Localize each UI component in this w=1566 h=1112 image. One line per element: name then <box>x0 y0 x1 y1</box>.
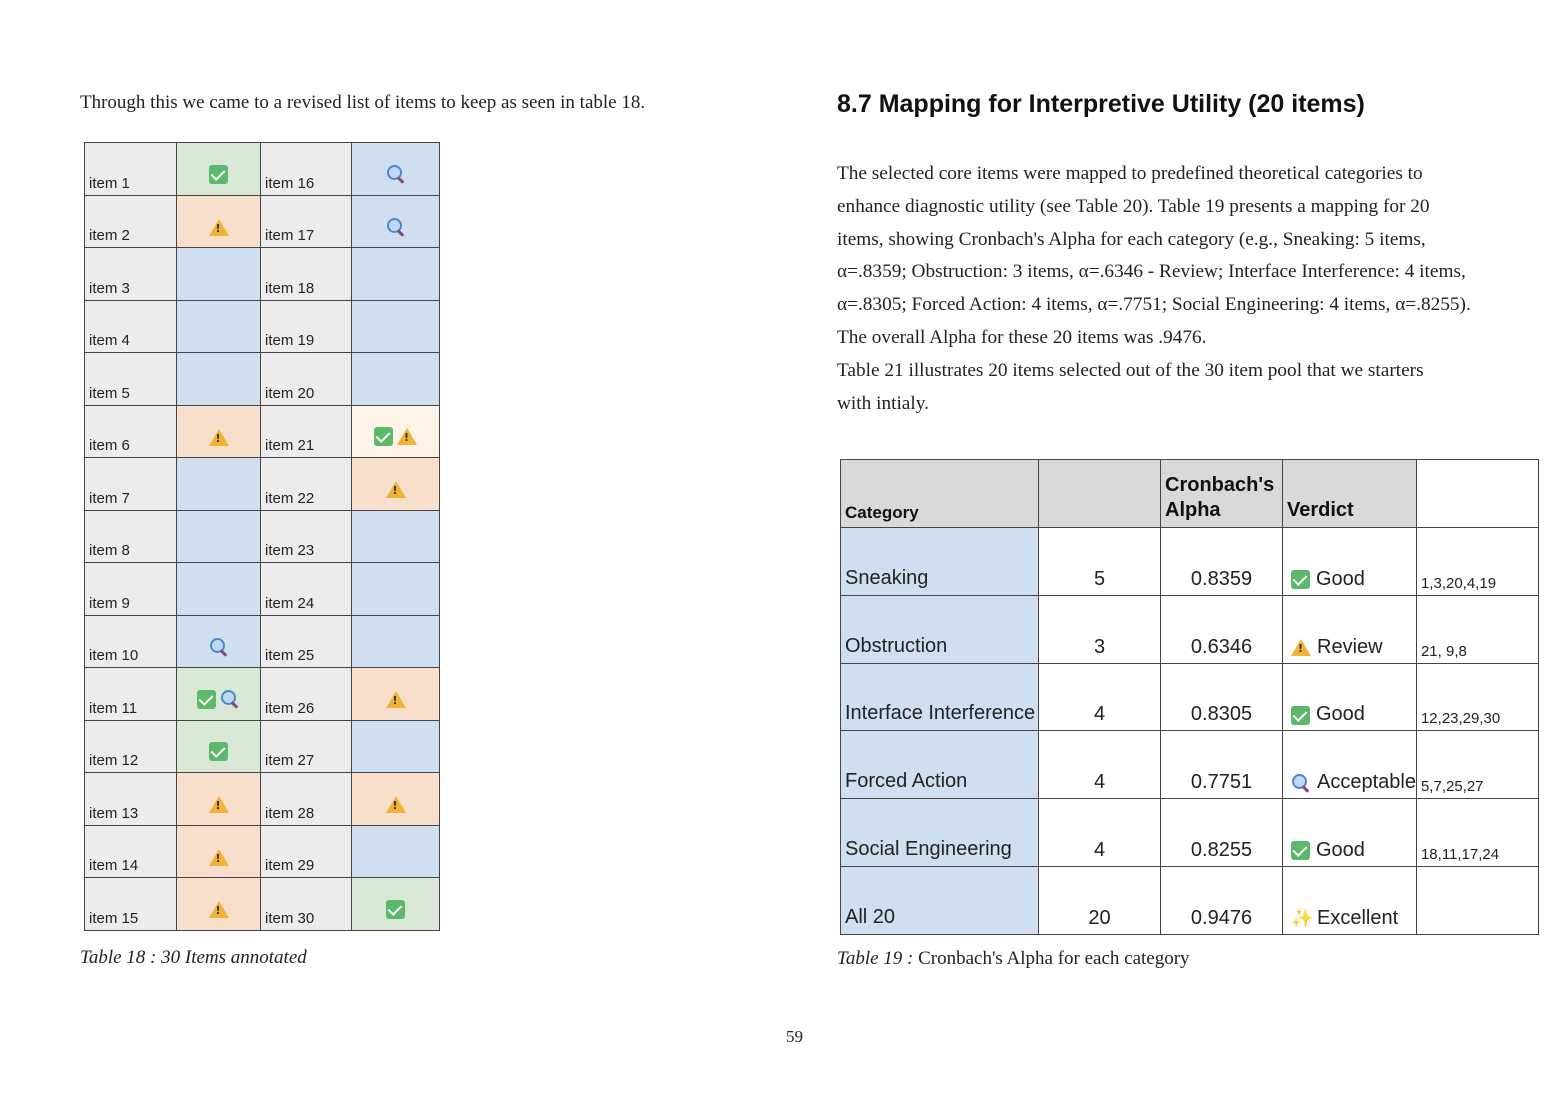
alpha-cell: 0.9476 <box>1161 866 1283 934</box>
item-status-cell <box>177 143 261 196</box>
cronbach-table <box>840 459 1539 935</box>
item-status-cell <box>352 563 440 616</box>
count-cell: 4 <box>1039 663 1161 731</box>
item-label: item 7 <box>85 458 177 511</box>
page-number: 59 <box>786 1027 803 1046</box>
item-status-cell <box>177 825 261 878</box>
item-label: item 8 <box>85 510 177 563</box>
items-annotation-table <box>84 142 440 931</box>
magnifier-icon <box>209 637 229 657</box>
magnifier-icon <box>220 689 240 709</box>
table-row <box>85 143 440 196</box>
item-label: item 23 <box>261 510 352 563</box>
count-cell: 4 <box>1039 731 1161 799</box>
item-label: item 22 <box>261 458 352 511</box>
paragraph-line: items, showing Cronbach's Alpha for each category (e.g., Sneaking: 5 items, <box>837 228 1426 250</box>
count-cell: 20 <box>1039 866 1161 934</box>
intro-text: Through this we came to a revised list of items to keep as seen in table 18. <box>80 92 646 113</box>
category-cell: Social Engineering <box>841 799 1039 867</box>
verdict-label: Excellent <box>1317 906 1399 929</box>
item-status-cell <box>177 510 261 563</box>
item-status-cell <box>352 720 440 773</box>
table-row <box>85 615 440 668</box>
table-19-caption-label: Table 19 : <box>837 948 914 969</box>
table-row <box>841 731 1539 799</box>
item-status-cell <box>177 458 261 511</box>
warning-icon <box>209 796 229 813</box>
item-label: item 16 <box>261 143 352 196</box>
item-status-cell <box>177 248 261 301</box>
item-label: item 24 <box>261 563 352 616</box>
verdict-label: Review <box>1317 635 1383 658</box>
item-status-cell <box>177 615 261 668</box>
verdict-cell <box>1283 663 1417 731</box>
paragraph-line: α=.8359; Obstruction: 3 items, α=.6346 - Review; Interface Interference: 4 items, <box>837 261 1466 283</box>
item-label: item 15 <box>85 878 177 931</box>
item-status-cell <box>177 878 261 931</box>
verdict-cell <box>1283 731 1417 799</box>
item-label: item 2 <box>85 195 177 248</box>
section-heading: 8.7 Mapping for Interpretive Utility (20 items) <box>837 90 1365 118</box>
check-icon <box>1291 706 1310 725</box>
item-label: item 27 <box>261 720 352 773</box>
item-status-cell <box>352 353 440 406</box>
item-label: item 10 <box>85 615 177 668</box>
item-label: item 28 <box>261 773 352 826</box>
item-label: item 17 <box>261 195 352 248</box>
table-row <box>841 866 1539 934</box>
warning-icon <box>1291 639 1311 656</box>
item-label: item 14 <box>85 825 177 878</box>
warning-icon <box>386 481 406 498</box>
item-status-cell <box>352 300 440 353</box>
paragraph-line: α=.8305; Forced Action: 4 items, α=.7751; Social Engineering: 4 items, α=.8255). <box>837 294 1471 316</box>
warning-icon <box>209 219 229 236</box>
magnifier-icon <box>1291 773 1311 793</box>
warning-icon <box>386 691 406 708</box>
table-row <box>85 563 440 616</box>
item-status-cell <box>352 878 440 931</box>
item-label: item 9 <box>85 563 177 616</box>
table-row <box>85 353 440 406</box>
sparkles-icon: ✨ <box>1291 907 1314 929</box>
paragraph-line: The selected core items were mapped to predefined theoretical categories to <box>837 163 1423 184</box>
item-label: item 20 <box>261 353 352 406</box>
alpha-cell: 0.6346 <box>1161 595 1283 663</box>
item-label: item 18 <box>261 248 352 301</box>
category-cell: Obstruction <box>841 595 1039 663</box>
check-icon <box>209 165 228 184</box>
item-label: item 5 <box>85 353 177 406</box>
item-label: item 12 <box>85 720 177 773</box>
item-label: item 3 <box>85 248 177 301</box>
table-row <box>841 799 1539 867</box>
item-status-cell <box>177 353 261 406</box>
item-status-cell <box>352 773 440 826</box>
table-row <box>85 195 440 248</box>
item-status-cell <box>177 300 261 353</box>
table-row <box>85 825 440 878</box>
items-cell: 1,3,20,4,19 <box>1416 528 1538 596</box>
verdict-label: Acceptable <box>1317 771 1416 794</box>
item-label: item 25 <box>261 615 352 668</box>
item-label: item 1 <box>85 143 177 196</box>
warning-icon <box>397 428 417 445</box>
alpha-cell: 0.7751 <box>1161 731 1283 799</box>
check-icon <box>197 690 216 709</box>
check-icon <box>1291 841 1310 860</box>
item-status-cell <box>177 668 261 721</box>
verdict-label: Good <box>1316 703 1365 726</box>
verdict-cell <box>1283 866 1417 934</box>
item-status-cell <box>352 248 440 301</box>
item-label: item 13 <box>85 773 177 826</box>
check-icon <box>386 900 405 919</box>
category-cell: Forced Action <box>841 731 1039 799</box>
table-19-caption-text: Cronbach's Alpha for each category <box>918 948 1190 969</box>
count-cell: 3 <box>1039 595 1161 663</box>
verdict-cell <box>1283 799 1417 867</box>
category-cell: Sneaking <box>841 528 1039 596</box>
item-label: item 29 <box>261 825 352 878</box>
table-row <box>85 668 440 721</box>
item-status-cell <box>352 510 440 563</box>
alpha-cell: 0.8255 <box>1161 799 1283 867</box>
warning-icon <box>209 901 229 918</box>
item-status-cell <box>352 405 440 458</box>
count-cell: 5 <box>1039 528 1161 596</box>
table-row <box>85 878 440 931</box>
paragraph-line: with intialy. <box>837 392 929 414</box>
item-label: item 19 <box>261 300 352 353</box>
item-status-cell <box>177 773 261 826</box>
verdict-label: Good <box>1316 567 1365 590</box>
warning-icon <box>209 429 229 446</box>
header-count <box>1039 460 1161 528</box>
table-19-caption <box>837 948 1190 970</box>
alpha-cell: 0.8305 <box>1161 663 1283 731</box>
magnifier-icon <box>386 164 406 184</box>
check-icon <box>209 742 228 761</box>
table-row <box>841 528 1539 596</box>
table-row <box>841 595 1539 663</box>
items-cell: 12,23,29,30 <box>1416 663 1538 731</box>
item-status-cell <box>177 563 261 616</box>
warning-icon <box>386 796 406 813</box>
items-cell: 21, 9,8 <box>1416 595 1538 663</box>
warning-icon <box>209 849 229 866</box>
table-row <box>841 663 1539 731</box>
item-label: item 11 <box>85 668 177 721</box>
item-status-cell <box>352 458 440 511</box>
paragraph-line: enhance diagnostic utility (see Table 20). Table 19 presents a mapping for 20 <box>837 195 1430 217</box>
table-18-caption: Table 18 : 30 Items annotated <box>80 947 307 968</box>
section-paragraph <box>837 158 1527 420</box>
items-cell: 18,11,17,24 <box>1416 799 1538 867</box>
category-cell: All 20 <box>841 866 1039 934</box>
item-status-cell <box>352 615 440 668</box>
verdict-cell <box>1283 528 1417 596</box>
header-items <box>1416 460 1538 528</box>
verdict-label: Good <box>1316 838 1365 861</box>
table-row <box>85 248 440 301</box>
item-label: item 21 <box>261 405 352 458</box>
item-status-cell <box>352 195 440 248</box>
category-cell: Interface Interference <box>841 663 1039 731</box>
paragraph-line: The overall Alpha for these 20 items was .9476. <box>837 326 1207 348</box>
item-status-cell <box>177 405 261 458</box>
table-row <box>85 510 440 563</box>
check-icon <box>1291 570 1310 589</box>
item-status-cell <box>177 720 261 773</box>
alpha-cell: 0.8359 <box>1161 528 1283 596</box>
table-row <box>85 720 440 773</box>
count-cell: 4 <box>1039 799 1161 867</box>
items-cell: 5,7,25,27 <box>1416 731 1538 799</box>
header-alpha: Cronbach's Alpha <box>1161 460 1283 528</box>
item-status-cell <box>352 143 440 196</box>
header-verdict: Verdict <box>1283 460 1417 528</box>
table-row <box>85 405 440 458</box>
item-status-cell <box>352 825 440 878</box>
verdict-cell <box>1283 595 1417 663</box>
table-row <box>85 458 440 511</box>
paragraph-line: Table 21 illustrates 20 items selected out of the 30 item pool that we starters <box>837 359 1424 381</box>
header-category: Category <box>841 460 1039 528</box>
item-label: item 26 <box>261 668 352 721</box>
table-header-row <box>841 460 1539 528</box>
item-status-cell <box>352 668 440 721</box>
table-row <box>85 300 440 353</box>
check-icon <box>374 427 393 446</box>
item-label: item 30 <box>261 878 352 931</box>
table-row <box>85 773 440 826</box>
item-status-cell <box>177 195 261 248</box>
magnifier-icon <box>386 217 406 237</box>
item-label: item 4 <box>85 300 177 353</box>
items-cell <box>1416 866 1538 934</box>
item-label: item 6 <box>85 405 177 458</box>
